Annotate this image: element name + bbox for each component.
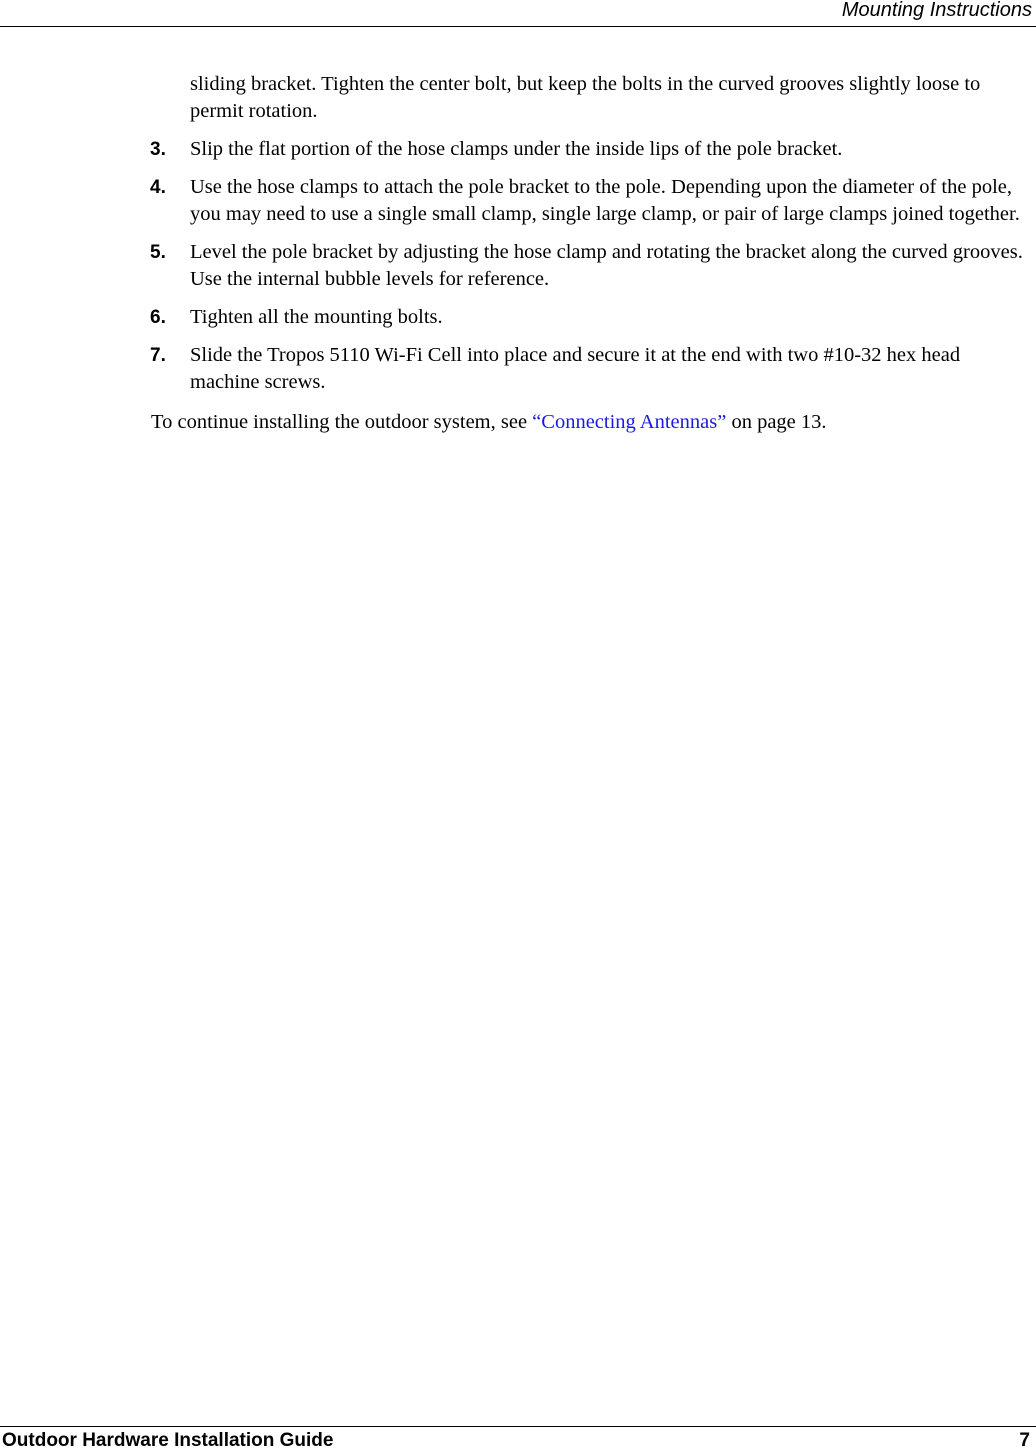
- header-rule: [0, 26, 1036, 27]
- step-item: [150, 174, 1034, 228]
- step-item: [150, 342, 1034, 396]
- step-text: Level the pole bracket by adjusting the hose clamp and rotating the bracket along the curved grooves. Use the internal bubble levels for reference.: [190, 241, 1023, 290]
- running-header-title: Mounting Instructions: [841, 0, 1032, 21]
- step-text: Use the hose clamps to attach the pole bracket to the pole. Depending upon the diameter of the pole, you may need to use a single small clamp, single large clamp, or pair of large clamps joined together.: [190, 176, 1020, 225]
- step-item: [150, 304, 1034, 331]
- continuation-paragraph: sliding bracket. Tighten the center bolt, but keep the bolts in the curved grooves slightly loose to permit rotation.: [190, 73, 981, 122]
- step-number: 4.: [150, 177, 166, 198]
- step-number: 6.: [150, 307, 166, 328]
- closing-prefix: To continue installing the outdoor system, see: [151, 411, 533, 433]
- footer-rule: [0, 1426, 1036, 1427]
- instruction-steps: [150, 136, 1034, 407]
- closing-paragraph: [151, 409, 1031, 436]
- step-text: Slip the flat portion of the hose clamps under the inside lips of the pole bracket.: [190, 138, 843, 160]
- footer-guide-title: Outdoor Hardware Installation Guide: [2, 1430, 334, 1451]
- connecting-antennas-link[interactable]: “Connecting Antennas”: [532, 411, 727, 433]
- step-item: [150, 136, 1034, 163]
- step-number: 5.: [150, 242, 166, 263]
- step-text: Slide the Tropos 5110 Wi-Fi Cell into place and secure it at the end with two #10-32 hex head machine screws.: [190, 344, 961, 393]
- step-item: [150, 239, 1034, 293]
- step-text: Tighten all the mounting bolts.: [190, 306, 443, 328]
- closing-suffix: on page 13.: [726, 411, 827, 433]
- page-number: 7: [1019, 1430, 1030, 1451]
- step-number: 7.: [150, 345, 166, 366]
- step-number: 3.: [150, 139, 166, 160]
